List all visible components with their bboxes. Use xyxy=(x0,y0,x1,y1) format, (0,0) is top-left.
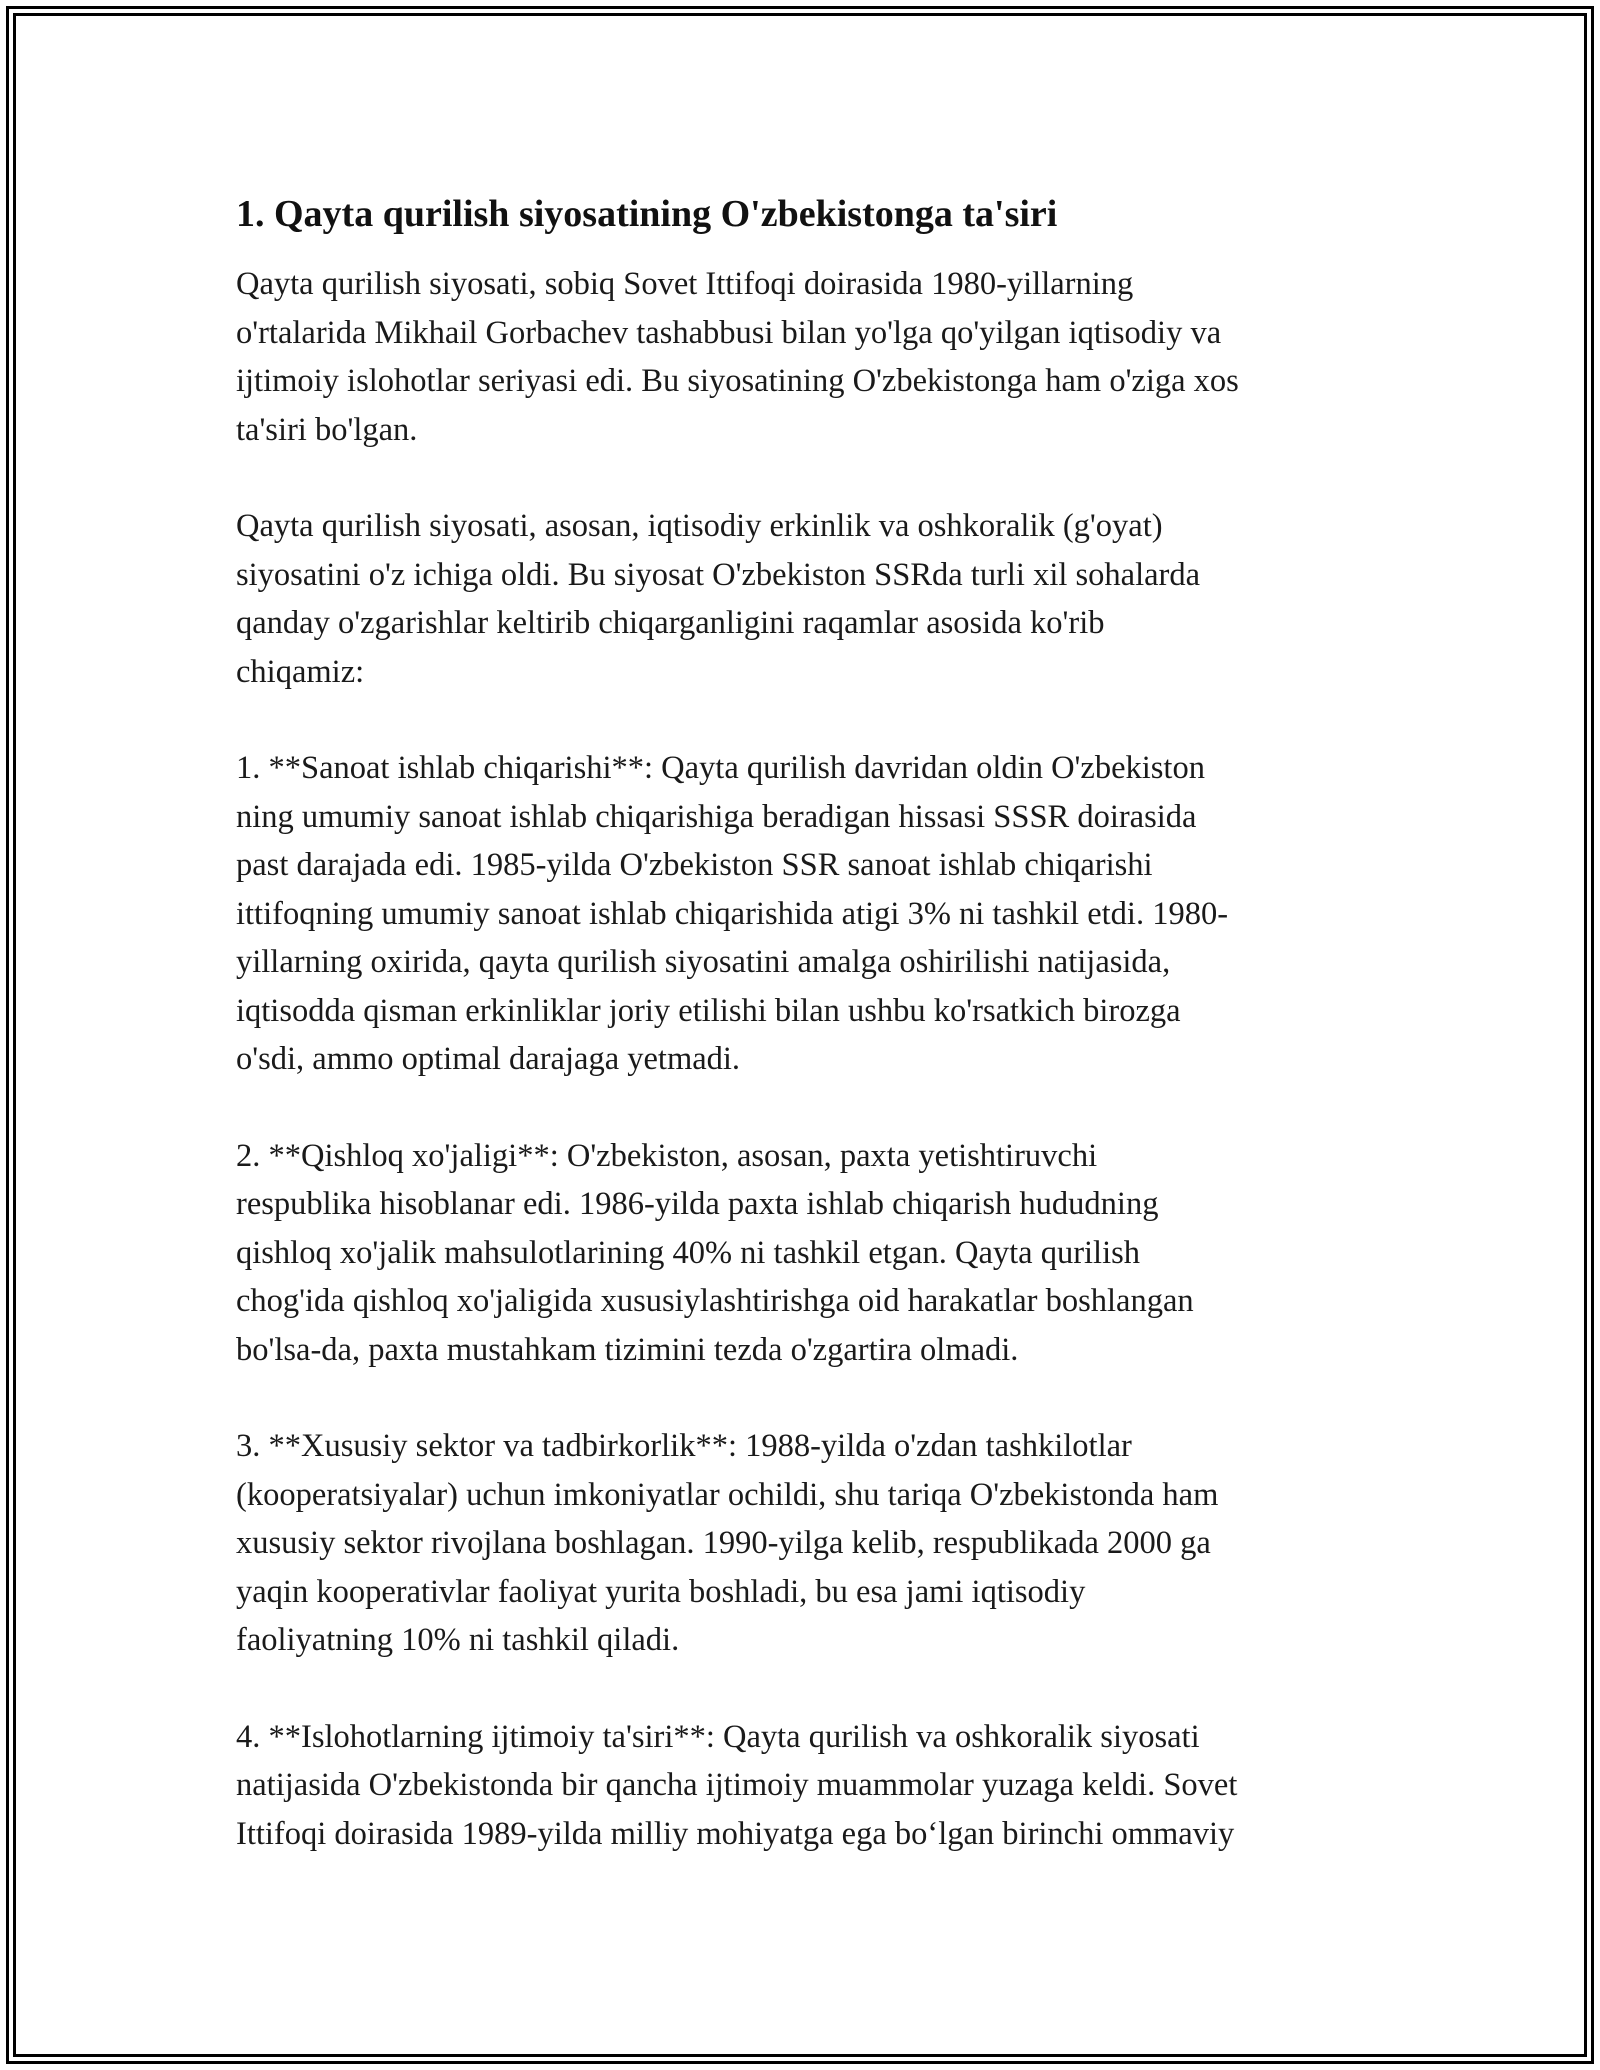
text-line: faoliyatning 10% ni tashkil qiladi. xyxy=(236,1622,680,1658)
paragraph-list xyxy=(236,260,1376,1858)
paragraph xyxy=(236,1422,1376,1665)
text-line: qishloq xo'jalik mahsulotlarining 40% ni tashkil etgan. Qayta qurilish xyxy=(236,1234,1141,1271)
text-line: 2. **Qishloq xo'jaligi**: O'zbekiston, asosan, paxta yetishtiruvchi xyxy=(236,1137,1098,1174)
text-line: respublika hisoblanar edi. 1986-yilda paxta ishlab chiqarish hududning xyxy=(236,1186,1159,1222)
text-line: ijtimoiy islohotlar seriyasi edi. Bu siyosatining O'zbekistonga ham o'ziga xos xyxy=(236,363,1239,399)
text-line: 3. **Xususiy sektor va tadbirkorlik**: 1988-yilda o'zdan tashkilotlar xyxy=(236,1428,1132,1464)
text-line: o'sdi, ammo optimal darajaga yetmadi. xyxy=(236,1041,741,1077)
text-line: (kooperatsiyalar) uchun imkoniyatlar ochildi, shu tariqa O'zbekistonda ham xyxy=(236,1476,1219,1513)
paragraph xyxy=(236,260,1376,454)
text-line: past darajada edi. 1985-yilda O'zbekiston SSR sanoat ishlab chiqarishi xyxy=(236,847,1153,883)
text-line: iqtisodda qisman erkinliklar joriy etilishi bilan ushbu ko'rsatkich birozga xyxy=(236,992,1181,1029)
paragraph xyxy=(236,1132,1376,1375)
text-line: 1. **Sanoat ishlab chiqarishi**: Qayta qurilish davridan oldin O'zbekiston xyxy=(236,750,1205,786)
text-line: chiqamiz: xyxy=(236,653,365,690)
text-line: ning umumiy sanoat ishlab chiqarishiga beradigan hissasi SSSR doirasida xyxy=(236,798,1197,835)
text-line: Ittifoqi doirasida 1989-yilda milliy mohiyatga ega bo‘lgan birinchi ommaviy xyxy=(236,1815,1235,1852)
text-line: xususiy sektor rivojlana boshlagan. 1990-yilga kelib, respublikada 2000 ga xyxy=(236,1525,1211,1561)
text-line: ta'siri bo'lgan. xyxy=(236,411,418,448)
text-line: 4. **Islohotlarning ijtimoiy ta'siri**: Qayta qurilish va oshkoralik siyosati xyxy=(236,1718,1200,1755)
text-line: siyosatini o'z ichiga oldi. Bu siyosat O'zbekiston SSRda turli xil sohalarda xyxy=(236,556,1201,593)
text-line: qanday o'zgarishlar keltirib chiqarganligini raqamlar asosida ko'rib xyxy=(236,605,1105,641)
paragraph xyxy=(236,1713,1376,1859)
text-line: Qayta qurilish siyosati, sobiq Sovet Ittifoqi doirasida 1980-yillarning xyxy=(236,266,1134,302)
paragraph xyxy=(236,502,1376,696)
text-line: o'rtalarida Mikhail Gorbachev tashabbusi bilan yo'lga qo'yilgan iqtisodiy va xyxy=(236,314,1222,351)
text-line: yaqin kooperativlar faoliyat yurita boshladi, bu esa jami iqtisodiy xyxy=(236,1573,1086,1610)
text-line: ittifoqning umumiy sanoat ishlab chiqarishida atigi 3% ni tashkil etdi. 1980- xyxy=(236,895,1229,932)
section-heading: 1. Qayta qurilish siyosatining O'zbekistonga ta'siri xyxy=(236,193,1058,235)
text-line: bo'lsa-da, paxta mustahkam tizimini tezda o'zgartira olmadi. xyxy=(236,1331,1019,1368)
text-line: Qayta qurilish siyosati, asosan, iqtisodiy erkinlik va oshkoralik (g'oyat) xyxy=(236,508,1163,544)
text-line: natijasida O'zbekistonda bir qancha ijtimoiy muammolar yuzaga keldi. Sovet xyxy=(236,1767,1238,1803)
text-line: chog'ida qishloq xo'jaligida xususiylashtirishga oid harakatlar boshlangan xyxy=(236,1283,1194,1319)
paragraph xyxy=(236,744,1376,1084)
text-line: yillarning oxirida, qayta qurilish siyosatini amalga oshirilishi natijasida, xyxy=(236,944,1171,980)
document-body xyxy=(236,188,1376,1906)
